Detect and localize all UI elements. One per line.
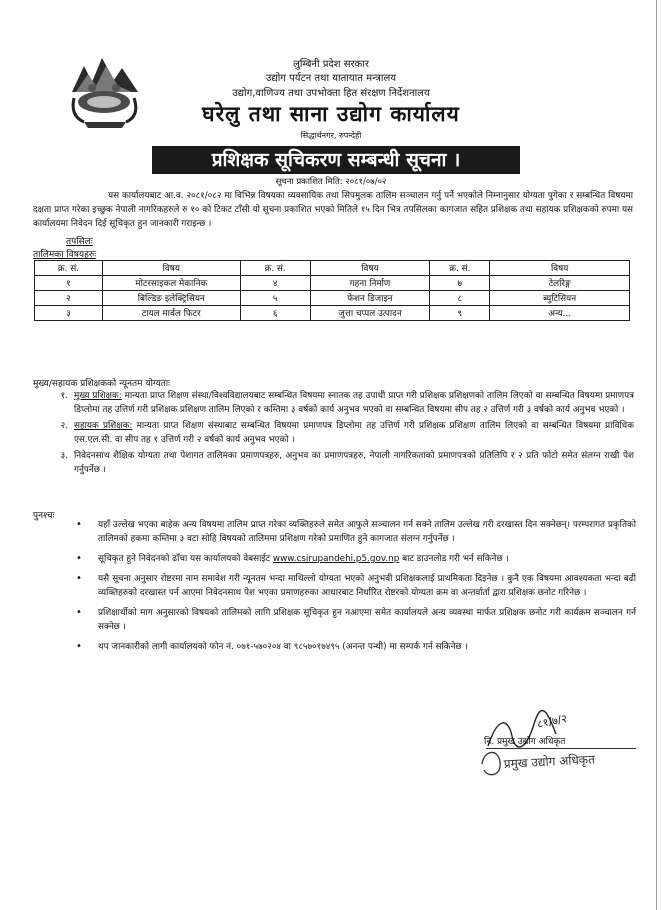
list-item xyxy=(76,606,636,634)
table-header-cell: क्र. सं. xyxy=(240,261,310,276)
item-text: मान्यता प्राप्त शिक्षण संस्था/विश्वविद्यालयबाट सम्बन्धित विषयमा स्नातक तह उपाधी प्राप्त गरी प्रशिक्षक प्रशिक्षणको तालिम लिएको वा सम्बन्धित विषयमा प्रमाणपत्र डिप्लोमा तह उत्तिर्ण गरी प्रशिक्षक प्रशिक्षण तालिम लिएको र कम्तिमा ३ वर्षको कार्य अनुभव भएको वा सम्बन्धित विषयमा सीप तह २ उत्तिर्ण गरी ३ वर्षको कार्य अनुभव भएको । xyxy=(74,391,634,415)
note-text: यसै सूचना अनुसार रोष्टरमा नाम समावेश गरी न्यूनतम भन्दा माथिल्लो योग्यता भएको अनुभवी प्रशिक्षकलाई प्राथमिकता दिइनेछ । कुनै एक विषयमा आवश्यकता भन्दा बढी व्यक्तिहरुको दरखास्त पर्न आएमा निवेदनसाथ पेश भएका प्रमाणहरुका आधारबाट निर्धारित रोष्टरको योग्यता क्रम वा अन्तर्वार्ता द्वारा प्रशिक्षक छनोट गरिनेछ । xyxy=(98,574,636,598)
table-cell: २ xyxy=(35,291,103,306)
bullet-icon: • xyxy=(76,641,82,652)
header-directorate: उद्योग,वाणिज्य तथा उपभोक्ता हित संरक्षण निर्देशनालय xyxy=(232,88,430,99)
bullet-icon: • xyxy=(76,607,82,618)
table-header-cell: विषय xyxy=(102,261,240,276)
table-cell: मोटरसाइकल मेकानिक xyxy=(102,276,240,291)
note-text: सूचिकृत हुने निवेदनको ढाँचा यस कार्यालयको वेबसाईट xyxy=(98,554,273,564)
table-cell: बिल्डिङ इलेक्ट्रिसियन xyxy=(102,291,240,306)
item-number: ३. xyxy=(60,451,68,461)
qualifications-heading: मुख्य/सहायक प्रशिक्षकको न्यूनतम योग्यताः xyxy=(33,379,170,389)
table-header-cell: विषय xyxy=(490,261,630,276)
qualifications-list xyxy=(40,389,634,479)
note-text: थप जानकारीको लागी कार्यालयको फोन नं. ०७१-५७०२०४ वा ९८५७०१७४९५ (अनन्त पन्थी) मा सम्पर्क गर्न सकिनेछ । xyxy=(98,642,468,652)
table-cell: टायल मार्वल फिटर xyxy=(102,306,240,321)
table-header-cell: क्र. सं. xyxy=(430,261,490,276)
table-row xyxy=(35,291,630,306)
item-number: १. xyxy=(60,391,68,401)
table-cell: ३ xyxy=(35,306,103,321)
header-district: सिद्धार्थनगर, रुपन्देही xyxy=(300,131,362,140)
header-province: लुम्बिनी प्रदेश सरकार xyxy=(293,59,369,70)
item-label: सहायक प्रशिक्षक: xyxy=(74,421,133,431)
notice-title-banner: प्रशिक्षक सूचिकरण सम्बन्धी सूचना । xyxy=(152,146,520,174)
table-cell: जुत्ता चप्पल उत्पादन xyxy=(310,306,430,321)
item-label: मुख्य प्रशिक्षक: xyxy=(74,391,122,401)
item-number: २. xyxy=(60,421,68,431)
table-header-row xyxy=(35,261,630,276)
list-item xyxy=(76,518,636,546)
item-text: मान्यता प्राप्त शिक्षण संस्थाबाट सम्बन्धित विषयमा प्रमाणपत्र डिप्लोमा तह उत्तिर्ण गरी प्रशिक्षक प्रशिक्षण तालिम लिएको वा सम्बन्धित विषयमा प्राविधिक एस.एल.सी. वा सीप तह १ उत्तिर्ण गरी २ वर्षको कार्य अनुभव भएको । xyxy=(74,421,634,445)
table-header-cell: क्र. सं. xyxy=(35,261,103,276)
table-cell: ८ xyxy=(430,291,490,306)
office-stamp-icon xyxy=(478,746,648,780)
table-cell: ब्युटिसियन xyxy=(490,291,630,306)
notes-list xyxy=(76,518,636,660)
table-header-cell: विषय xyxy=(310,261,430,276)
details-heading: तपसिलः xyxy=(66,237,93,247)
list-item xyxy=(76,552,636,566)
bullet-icon: • xyxy=(76,519,82,530)
table-cell: १ xyxy=(35,276,103,291)
table-cell: फेशन डिजाइन xyxy=(310,291,430,306)
table-row xyxy=(35,276,630,291)
list-item xyxy=(76,640,636,654)
list-item xyxy=(40,449,634,477)
signatory-title: नि. प्रमुख उद्योग अधिकृत xyxy=(484,737,566,747)
table-cell: ९ xyxy=(430,306,490,321)
notice-body-text: यस कार्यालयबाट आ.व. २०८१/०८२ मा विभिन्न विषयका व्यवसायिक तथा सिपमुलक तालिम सञ्चालन गर्नु पर्ने भएकोले निम्नानुसार योग्यता पुगेका र सम्बन्धित विषयमा दक्षता प्राप्त गरेका इच्छुक नेपाली नागरिकहरुले रु १० को टिकट टाँसी यो सुचना प्रकाशित भएको मितिले १५ दिन भित्र तपसिलका कागजात सहित प्रशिक्षक तथा सहायक प्रशिक्षकको रुपमा यस कार्यालयमा निवेदन दिई सूचिकृत हुन जानकारी गराइन्छ । xyxy=(33,191,633,229)
table-cell: ५ xyxy=(240,291,310,306)
publish-date: सूचना प्रकाशित मिति: २०८१/०७/०२ xyxy=(275,177,387,187)
note-text: बाट डाउनलोड गरी भर्न सकिनेछ । xyxy=(399,554,509,564)
notes-heading: पुनश्चः xyxy=(33,511,55,521)
table-cell: अन्य... xyxy=(490,306,630,321)
subjects-heading: तालिमका विषयहरुः xyxy=(33,250,97,260)
item-text: निवेदनसाथ शैक्षिक योग्यता तथा पेशागत तालिमका प्रमाणपत्रहरु, अनुभव का प्रमाणपत्रहरु, नेपाली नागरिकताको प्रमाणपत्रको प्रतिलिपि र २ प्रति फोटो समेत संलग्न राखी पेश गर्नुपर्नेछ । xyxy=(74,451,634,475)
website-link[interactable]: www.csirupandehi.p5.gov.np xyxy=(272,554,400,564)
header-office: घरेलु तथा साना उद्योग कार्यालय xyxy=(202,102,460,126)
table-row xyxy=(35,306,630,321)
list-item xyxy=(40,419,634,447)
svg-text:प्रमुख उद्योग अधिकृत: प्रमुख उद्योग अधिकृत xyxy=(503,752,596,771)
header-ministry: उद्योग पर्यटन तथा यातायात मन्त्रालय xyxy=(265,73,397,84)
bullet-icon: • xyxy=(76,573,82,584)
table-cell: ७ xyxy=(430,276,490,291)
note-text: यहाँ उल्लेख भएका बाहेक अन्य विषयमा तालिम प्राप्त गरेका व्यक्तिहरुले समेत आफुले सञ्चालन गर्न सक्ने तालिम उल्लेख गरी दरखास्त दिन सक्नेछन्। परम्परागत प्रकृतिको तालिमको हकमा कम्तिमा ३ वटा सोहि विषयको तालिममा प्रशिक्षण गरेको प्रमाणित हुने कागजात संलग्न गर्नुपर्नेछ । xyxy=(98,520,636,544)
svg-text:८१/७/२: ८१/७/२ xyxy=(535,711,569,731)
bullet-icon: • xyxy=(76,553,82,564)
note-text: प्रशिक्षार्थीको माग अनुसारको विषयको तालिमको लागि प्रशिक्षक सूचिकृत हुन नआएमा समेत कार्यालयले अन्य व्यवस्था मार्फत प्रशिक्षक छनोट गरी कार्यक्रम सञ्चालन गर्न सक्नेछ । xyxy=(98,608,636,632)
table-cell: गहना निर्माण xyxy=(310,276,430,291)
subjects-table xyxy=(34,260,630,321)
table-cell: ४ xyxy=(240,276,310,291)
table-cell: टेलरिङ्ग xyxy=(490,276,630,291)
list-item xyxy=(76,572,636,600)
notice-body xyxy=(33,189,633,231)
table-cell: ६ xyxy=(240,306,310,321)
list-item xyxy=(40,389,634,417)
